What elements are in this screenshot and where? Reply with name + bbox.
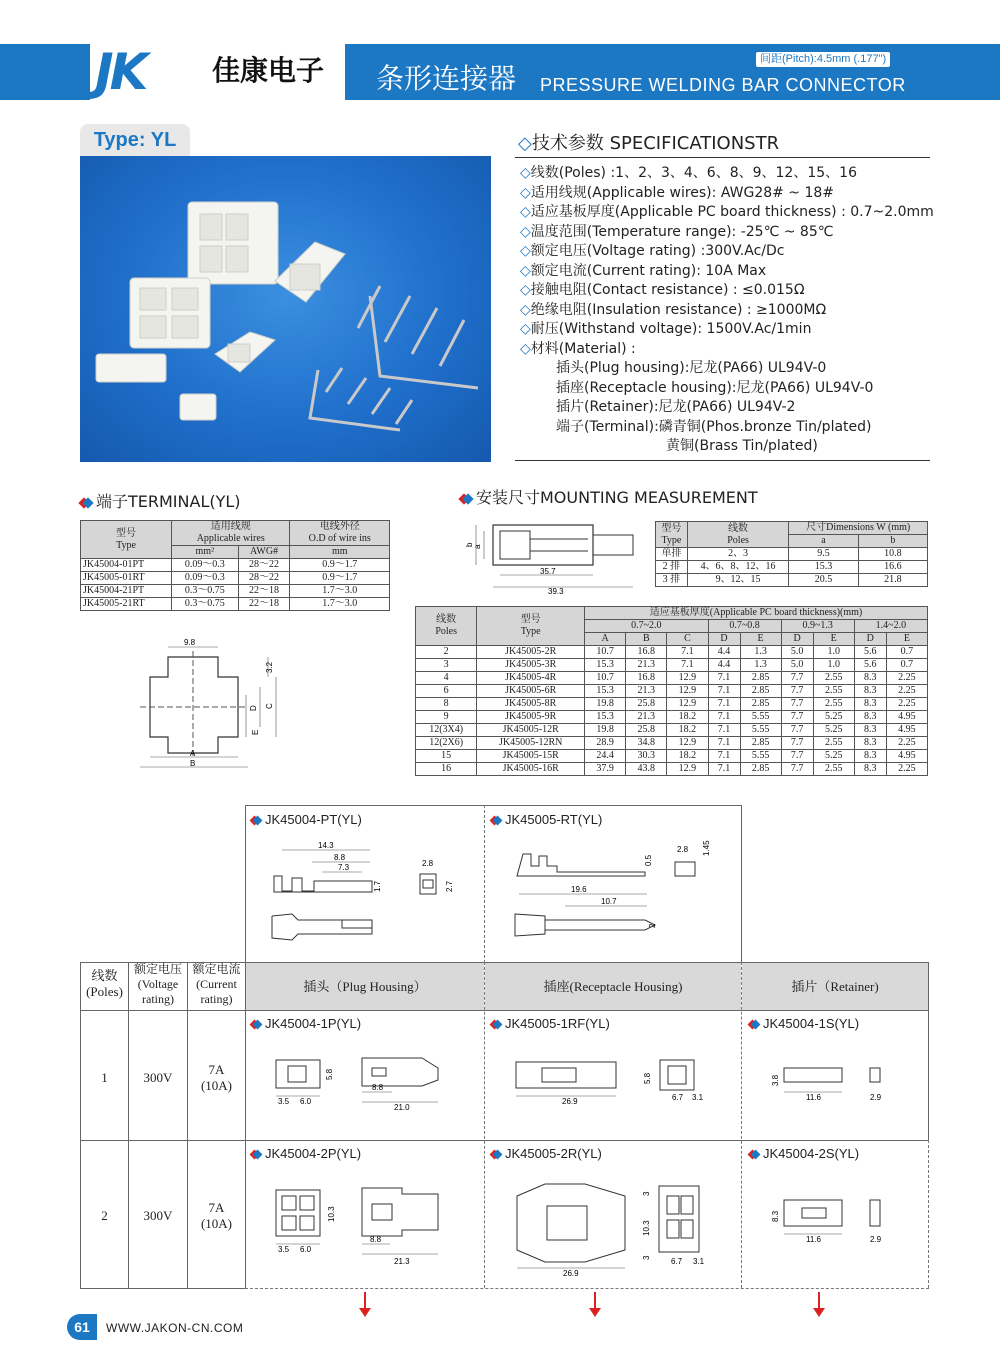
table-cell: 3 xyxy=(416,659,477,672)
svg-text:C: C xyxy=(265,703,274,709)
table-cell: 4.4 xyxy=(708,646,740,659)
grid-line xyxy=(187,962,188,1288)
grid-line xyxy=(128,962,129,1288)
table-cell: 21.3 xyxy=(626,659,667,672)
spec-item: ◇接触电阻(Contact resistance) : ≤0.015Ω xyxy=(520,282,805,298)
svg-text:2.8: 2.8 xyxy=(677,845,689,854)
table-cell: 2.55 xyxy=(813,698,854,711)
table-row: JK45004-21PT 0.3～0.75 22～18 1.7～3.0 xyxy=(81,585,390,598)
column-header: B xyxy=(626,633,667,646)
company-name: 佳康电子 xyxy=(212,54,325,87)
table-cell: 15.3 xyxy=(585,685,626,698)
table-cell: 21.3 xyxy=(626,685,667,698)
svg-text:2: 2 xyxy=(648,923,657,928)
table-cell: 2.85 xyxy=(740,685,781,698)
table-cell: 10.7 xyxy=(585,672,626,685)
table-cell: 2.25 xyxy=(886,737,927,750)
table-cell: 7.7 xyxy=(781,672,813,685)
table-cell: 5.55 xyxy=(740,724,781,737)
header-retainer: 插片（Retainer) xyxy=(742,963,928,1010)
table-cell: 2.25 xyxy=(886,763,927,776)
plug-1p-drawing xyxy=(262,1046,472,1116)
svg-text:8.8: 8.8 xyxy=(370,1235,382,1244)
table-cell: 15.3 xyxy=(585,659,626,672)
table-cell: 7.7 xyxy=(781,724,813,737)
part-label: JK45005-RT(YL) xyxy=(491,812,602,828)
table-cell: JK45005-12RN xyxy=(477,737,585,750)
pt-terminal-drawing xyxy=(262,836,462,946)
retainer-1s-drawing xyxy=(762,1052,912,1112)
spec-item: ◇耐压(Withstand voltage): 1500V.Ac/1min xyxy=(520,321,812,337)
table-cell: 19.8 xyxy=(585,698,626,711)
table-cell: JK45005-9R xyxy=(477,711,585,724)
part-label: JK45004-2S(YL) xyxy=(749,1146,859,1162)
table-cell: 18.2 xyxy=(667,724,708,737)
table-cell: 7.1 xyxy=(708,724,740,737)
table-cell: 7.7 xyxy=(781,711,813,724)
svg-text:6.7: 6.7 xyxy=(672,1093,684,1102)
table-cell: JK45005-6R xyxy=(477,685,585,698)
table-cell: 18.2 xyxy=(667,750,708,763)
table-cell: 30.3 xyxy=(626,750,667,763)
table-row: JK45005-01RT 0.09～0.3 28～22 0.9～1.7 xyxy=(81,572,390,585)
svg-text:19.6: 19.6 xyxy=(571,885,587,894)
table-row: JK45005-21RT 0.3～0.75 22～18 1.7～3.0 xyxy=(81,598,390,611)
page-title-en: PRESSURE WELDING BAR CONNECTOR xyxy=(540,75,906,95)
table-row: 单排 2、3 9.5 10.8 xyxy=(656,548,928,561)
column-header: D xyxy=(708,633,740,646)
svg-text:6.7: 6.7 xyxy=(671,1257,683,1266)
page-title-cn: 条形连接器 xyxy=(376,62,517,95)
svg-text:2.9: 2.9 xyxy=(870,1093,882,1102)
table-cell: 24.4 xyxy=(585,750,626,763)
row-current: 7A (10A) xyxy=(200,1062,233,1093)
part-label: JK45005-2R(YL) xyxy=(491,1146,602,1162)
retainer-2s-drawing xyxy=(762,1186,912,1256)
continue-arrow-icon xyxy=(364,1292,366,1312)
table-cell: 4.95 xyxy=(886,724,927,737)
header-plug: 插头（Plug Housing） xyxy=(246,963,484,1010)
svg-text:A: A xyxy=(190,749,196,758)
rt-terminal-drawing xyxy=(505,836,720,946)
table-cell: 1.3 xyxy=(740,659,781,672)
dashed-divider xyxy=(484,805,485,963)
table-cell: 0.7 xyxy=(886,659,927,672)
table-row xyxy=(416,763,928,776)
svg-text:6.0: 6.0 xyxy=(300,1245,312,1254)
table-cell: 8.3 xyxy=(854,685,886,698)
table-cell: 4.4 xyxy=(708,659,740,672)
table-cell: 1.3 xyxy=(740,646,781,659)
table-cell: 7.1 xyxy=(708,672,740,685)
table-cell: 34.8 xyxy=(626,737,667,750)
table-cell: 5.55 xyxy=(740,750,781,763)
column-header: A xyxy=(585,633,626,646)
table-cell: 7.1 xyxy=(708,685,740,698)
table-cell: 43.8 xyxy=(626,763,667,776)
row-poles: 1 xyxy=(101,1070,108,1085)
board-thickness-table: 线数 Poles 型号 Type 适应基板厚度(Applicable PC board thickness)(mm) 0.7~2.0 0.7~0.8 0.9~1.3 1.4~2.0 A B C D E D E D E 2 JK45005-2R 10.7 16.8 7.1 4.4 1.3 5.0 1.0 5.6 0.7 3 JK45005-3R 15.3 21.3 7.1 4.4 1.3 5.0 1.0 5.6 0.7 4 JK45005-4R 10.7 16.8 12.9 7.1 2.85 7.7 2.55 8.3 2.25 6 JK45005-6R 15.3 21.3 12.9 7.1 2.85 7.7 2.55 8.3 2.25 8 JK45005-8R 19.8 25.8 12.9 7.1 2.85 7.7 2.55 8.3 2.25 9 JK45005-9R 15.3 21.3 18.2 7.1 5.55 7.7 5.25 8.3 4.95 12(3X4) JK45005-12R 19.8 25.8 18.2 7.1 5.55 7.7 5.25 8.3 4.95 12(2X6) JK45005-12RN 28.9 34.8 12.9 7.1 2.85 7.7 2.55 8.3 2.25 15 JK45005-15R 24.4 30.3 18.2 7.1 5.55 7.7 5.25 8.3 4.95 16 JK45005-16R 37.9 43.8 12.9 7.1 2.85 7.7 2.55 8.3 2.25 xyxy=(415,606,928,776)
table-cell: 18.2 xyxy=(667,711,708,724)
table-cell: 2.55 xyxy=(813,737,854,750)
svg-text:1.7: 1.7 xyxy=(373,880,382,892)
table-cell: 8.3 xyxy=(854,737,886,750)
page-number: 61 xyxy=(67,1314,97,1340)
spec-item: ◇温度范围(Temperature range): -25℃ ~ 85℃ xyxy=(520,223,834,240)
column-header: E xyxy=(886,633,927,646)
part-label: JK45004-2P(YL) xyxy=(251,1146,361,1162)
spec-list xyxy=(520,164,934,457)
pitch-badge: 间距(Pitch):4.5mm (.177") xyxy=(756,52,890,67)
mounting-title: 安装尺寸MOUNTING MEASUREMENT xyxy=(460,487,758,509)
grid-line xyxy=(245,962,246,1288)
svg-text:11.6: 11.6 xyxy=(806,1093,821,1102)
table-cell: 12.9 xyxy=(667,763,708,776)
svg-text:3.5: 3.5 xyxy=(278,1097,290,1106)
table-cell: 7.7 xyxy=(781,750,813,763)
table-cell: 5.25 xyxy=(813,711,854,724)
svg-text:9.8: 9.8 xyxy=(184,638,196,647)
svg-text:2.7: 2.7 xyxy=(445,880,454,892)
table-cell: 2 xyxy=(416,646,477,659)
table-cell: 2.55 xyxy=(813,672,854,685)
table-row: 3 排 9、12、15 20.5 21.8 xyxy=(656,574,928,587)
table-cell: 2.85 xyxy=(740,737,781,750)
spec-title: ◇技术参数 SPECIFICATIONSTR xyxy=(518,133,780,154)
table-cell: JK45005-12R xyxy=(477,724,585,737)
table-cell: 12(2X6) xyxy=(416,737,477,750)
table-cell: 6 xyxy=(416,685,477,698)
table-cell: 12.9 xyxy=(667,685,708,698)
table-cell: 5.6 xyxy=(854,659,886,672)
table-row xyxy=(416,672,928,685)
part-label: JK45005-1RF(YL) xyxy=(491,1016,610,1032)
table-row xyxy=(416,659,928,672)
svg-text:21.0: 21.0 xyxy=(394,1103,410,1112)
svg-text:10.3: 10.3 xyxy=(642,1220,651,1236)
svg-text:8.8: 8.8 xyxy=(334,853,346,862)
table-cell: 5.0 xyxy=(781,659,813,672)
svg-text:B: B xyxy=(190,759,196,768)
svg-text:E: E xyxy=(251,729,260,735)
svg-text:a: a xyxy=(473,544,482,549)
table-cell: 7.1 xyxy=(708,763,740,776)
svg-text:0.5: 0.5 xyxy=(644,854,653,866)
table-cell: 5.6 xyxy=(854,646,886,659)
table-row xyxy=(416,750,928,763)
dashed-divider xyxy=(928,1140,929,1288)
table-cell: 7.7 xyxy=(781,737,813,750)
continue-arrow-icon xyxy=(594,1292,596,1312)
table-cell: 10.7 xyxy=(585,646,626,659)
table-cell: 1.0 xyxy=(813,646,854,659)
terminal-title: 端子TERMINAL(YL) xyxy=(80,491,241,513)
table-cell: 4 xyxy=(416,672,477,685)
material-item: 插头(Plug housing):尼龙(PA66) UL94V-0 xyxy=(556,360,827,376)
table-cell: 16.8 xyxy=(626,672,667,685)
table-cell: 7.7 xyxy=(781,698,813,711)
table-row xyxy=(416,737,928,750)
table-cell: 21.3 xyxy=(626,711,667,724)
table-cell: JK45005-3R xyxy=(477,659,585,672)
svg-text:39.3: 39.3 xyxy=(548,587,564,596)
svg-text:21.3: 21.3 xyxy=(394,1257,410,1266)
grid-line xyxy=(80,1288,246,1289)
svg-text:8.8: 8.8 xyxy=(372,1083,384,1092)
table-cell: 9 xyxy=(416,711,477,724)
table-cell: 2.25 xyxy=(886,685,927,698)
table-cell: 28.9 xyxy=(585,737,626,750)
table-cell: 8.3 xyxy=(854,750,886,763)
svg-text:1.45: 1.45 xyxy=(702,840,711,856)
svg-text:3: 3 xyxy=(642,1255,651,1260)
table-cell: 2.55 xyxy=(813,763,854,776)
svg-text:2.9: 2.9 xyxy=(870,1235,882,1244)
grid-line xyxy=(741,805,742,963)
spec-rule xyxy=(515,157,930,158)
table-cell: 7.1 xyxy=(708,737,740,750)
column-header: D xyxy=(854,633,886,646)
part-label: JK45004-1S(YL) xyxy=(749,1016,859,1032)
grid-line xyxy=(245,805,742,806)
table-cell: 8 xyxy=(416,698,477,711)
mounting-dims-table: 型号 Type 线数 Poles 尺寸Dimensions W (mm) a b 单排 2、3 9.5 10.8 2 排 4、6、8、12、16 15.3 16.6 3 排 9、12、15 20.5 21.8 xyxy=(655,521,928,587)
table-cell: 2.55 xyxy=(813,685,854,698)
table-cell: 8.3 xyxy=(854,672,886,685)
table-cell: 15.3 xyxy=(585,711,626,724)
table-cell: 16 xyxy=(416,763,477,776)
table-cell: 25.8 xyxy=(626,698,667,711)
table-cell: JK45005-16R xyxy=(477,763,585,776)
svg-text:3.1: 3.1 xyxy=(692,1093,704,1102)
table-cell: 15 xyxy=(416,750,477,763)
table-cell: 7.1 xyxy=(708,750,740,763)
table-cell: 4.95 xyxy=(886,750,927,763)
row-poles: 2 xyxy=(101,1208,108,1223)
table-cell: 7.1 xyxy=(708,698,740,711)
table-row xyxy=(416,646,928,659)
spec-item: ◇适用线规(Applicable wires): AWG28# ~ 18# xyxy=(520,184,835,201)
svg-text:35.7: 35.7 xyxy=(540,567,556,576)
svg-text:10.7: 10.7 xyxy=(601,897,617,906)
table-row xyxy=(416,685,928,698)
table-row xyxy=(416,724,928,737)
table-cell: JK45005-8R xyxy=(477,698,585,711)
table-cell: 8.3 xyxy=(854,698,886,711)
table-row: 2 排 4、6、8、12、16 15.3 16.6 xyxy=(656,561,928,574)
table-cell: 16.8 xyxy=(626,646,667,659)
svg-text:14.3: 14.3 xyxy=(318,841,334,850)
part-label: JK45004-PT(YL) xyxy=(251,812,362,828)
header-poles: 线数 (Poles) xyxy=(86,968,123,999)
table-cell: 5.0 xyxy=(781,646,813,659)
table-cell: JK45005-4R xyxy=(477,672,585,685)
table-cell: 8.3 xyxy=(854,711,886,724)
table-cell: 7.7 xyxy=(781,763,813,776)
svg-text:26.9: 26.9 xyxy=(563,1269,579,1278)
dashed-divider xyxy=(741,962,742,1288)
table-cell: 1.0 xyxy=(813,659,854,672)
mounting-side-drawing xyxy=(458,517,648,597)
header-voltage: 额定电压 (Voltage rating) xyxy=(133,962,182,1006)
product-illustration xyxy=(80,156,491,462)
table-cell: 7.1 xyxy=(667,646,708,659)
pcb-cutout-drawing xyxy=(120,635,290,775)
column-header: E xyxy=(813,633,854,646)
logo-mark: JK xyxy=(95,43,145,101)
header-receptacle: 插座(Receptacle Housing) xyxy=(485,963,741,1010)
table-cell: 2.85 xyxy=(740,763,781,776)
terminal-table: 型号 Type 适用线规 Applicable wires 电线外径 O.D of wire ins mm² AWG# mm JK45004-01PT 0.09～0.3 28～22 0.9～1.7 JK45005-01RT 0.09～0.3 28～22 0.9～1.7 JK45004-21PT 0.3～0.75 22～18 1.7～3.0 JK45005-21RT 0.3～0.75 22～18 1.7～3.0 xyxy=(80,520,390,611)
table-cell: 5.55 xyxy=(740,711,781,724)
svg-text:2.8: 2.8 xyxy=(422,859,434,868)
dashed-divider xyxy=(484,962,485,1288)
spec-item: ◇额定电流(Current rating): 10A Max xyxy=(520,262,767,279)
svg-text:6.0: 6.0 xyxy=(300,1097,312,1106)
column-header: E xyxy=(740,633,781,646)
footer-url[interactable]: WWW.JAKON-CN.COM xyxy=(106,1321,244,1335)
table-cell: 7.7 xyxy=(781,685,813,698)
svg-text:8.3: 8.3 xyxy=(771,1210,780,1222)
table-cell: 2.85 xyxy=(740,698,781,711)
table-cell: 5.25 xyxy=(813,724,854,737)
svg-text:3: 3 xyxy=(642,1191,651,1196)
spec-item: ◇线数(Poles) :1、2、3、4、6、8、9、12、15、16 xyxy=(520,165,857,181)
part-label: JK45004-1P(YL) xyxy=(251,1016,361,1032)
grid-line xyxy=(80,1140,929,1141)
table-row: JK45004-01PT 0.09～0.3 28～22 0.9～1.7 xyxy=(81,559,390,572)
plug-2p-drawing xyxy=(262,1176,472,1276)
svg-text:11.6: 11.6 xyxy=(806,1235,821,1244)
spec-item: ◇材料(Material) : xyxy=(520,340,636,357)
header-current: 额定电流 (Current rating) xyxy=(192,962,241,1006)
spec-bottom-rule xyxy=(515,460,930,461)
table-cell: 25.8 xyxy=(626,724,667,737)
table-row xyxy=(416,698,928,711)
svg-text:7.3: 7.3 xyxy=(338,863,350,872)
table-cell: 12(3X4) xyxy=(416,724,477,737)
spec-item: ◇适应基板厚度(Applicable PC board thickness) : 0.7~2.0mm xyxy=(520,204,934,220)
table-cell: 37.9 xyxy=(585,763,626,776)
table-cell: 12.9 xyxy=(667,672,708,685)
svg-text:3.8: 3.8 xyxy=(771,1074,780,1086)
grid-line xyxy=(80,962,81,1288)
material-item: 插座(Receptacle housing):尼龙(PA66) UL94V-0 xyxy=(556,379,874,396)
table-cell: JK45005-2R xyxy=(477,646,585,659)
table-cell: JK45005-15R xyxy=(477,750,585,763)
table-cell: 2.25 xyxy=(886,672,927,685)
svg-text:b: b xyxy=(465,542,474,547)
table-row xyxy=(416,711,928,724)
table-cell: 12.9 xyxy=(667,698,708,711)
grid-line xyxy=(245,805,246,963)
table-cell: 5.25 xyxy=(813,750,854,763)
column-header: C xyxy=(667,633,708,646)
receptacle-1rf-drawing xyxy=(510,1052,725,1112)
row-voltage: 300V xyxy=(143,1070,173,1085)
table-cell: 8.3 xyxy=(854,724,886,737)
column-header: D xyxy=(781,633,813,646)
material-item: 黄铜(Brass Tin/plated) xyxy=(666,438,818,454)
grid-line xyxy=(80,1010,929,1011)
table-cell: 2.85 xyxy=(740,672,781,685)
svg-text:5.8: 5.8 xyxy=(643,1072,652,1084)
row-voltage: 300V xyxy=(143,1208,173,1223)
table-cell: 8.3 xyxy=(854,763,886,776)
svg-text:26.9: 26.9 xyxy=(562,1097,578,1106)
table-cell: 4.95 xyxy=(886,711,927,724)
continue-arrow-icon xyxy=(818,1292,820,1312)
material-item: 端子(Terminal):磷青铜(Phos.bronze Tin/plated) xyxy=(556,418,872,435)
product-photo xyxy=(80,156,491,462)
table-cell: 7.1 xyxy=(667,659,708,672)
table-cell: 12.9 xyxy=(667,737,708,750)
table-cell: 2.25 xyxy=(886,698,927,711)
receptacle-2r-drawing xyxy=(505,1172,730,1278)
svg-text:D: D xyxy=(249,705,258,711)
svg-text:5.8: 5.8 xyxy=(325,1068,334,1080)
table-cell: 0.7 xyxy=(886,646,927,659)
table-cell: 7.1 xyxy=(708,711,740,724)
row-current: 7A (10A) xyxy=(200,1200,233,1231)
svg-text:3.1: 3.1 xyxy=(693,1257,705,1266)
type-label: Type: YL xyxy=(80,124,190,156)
material-item: 插片(Retainer):尼龙(PA66) UL94V-2 xyxy=(556,399,796,415)
dashed-divider xyxy=(245,1288,929,1289)
grid-line xyxy=(928,962,929,1140)
svg-text:3.2: 3.2 xyxy=(265,661,274,673)
svg-text:10.3: 10.3 xyxy=(327,1206,336,1222)
header-left-bar xyxy=(0,44,90,100)
spec-item: ◇绝缘电阻(Insulation resistance) : ≥1000MΩ xyxy=(520,301,827,318)
svg-text:3.5: 3.5 xyxy=(278,1245,290,1254)
spec-item: ◇额定电压(Voltage rating) :300V.Ac/Dc xyxy=(520,243,785,259)
table-cell: 19.8 xyxy=(585,724,626,737)
